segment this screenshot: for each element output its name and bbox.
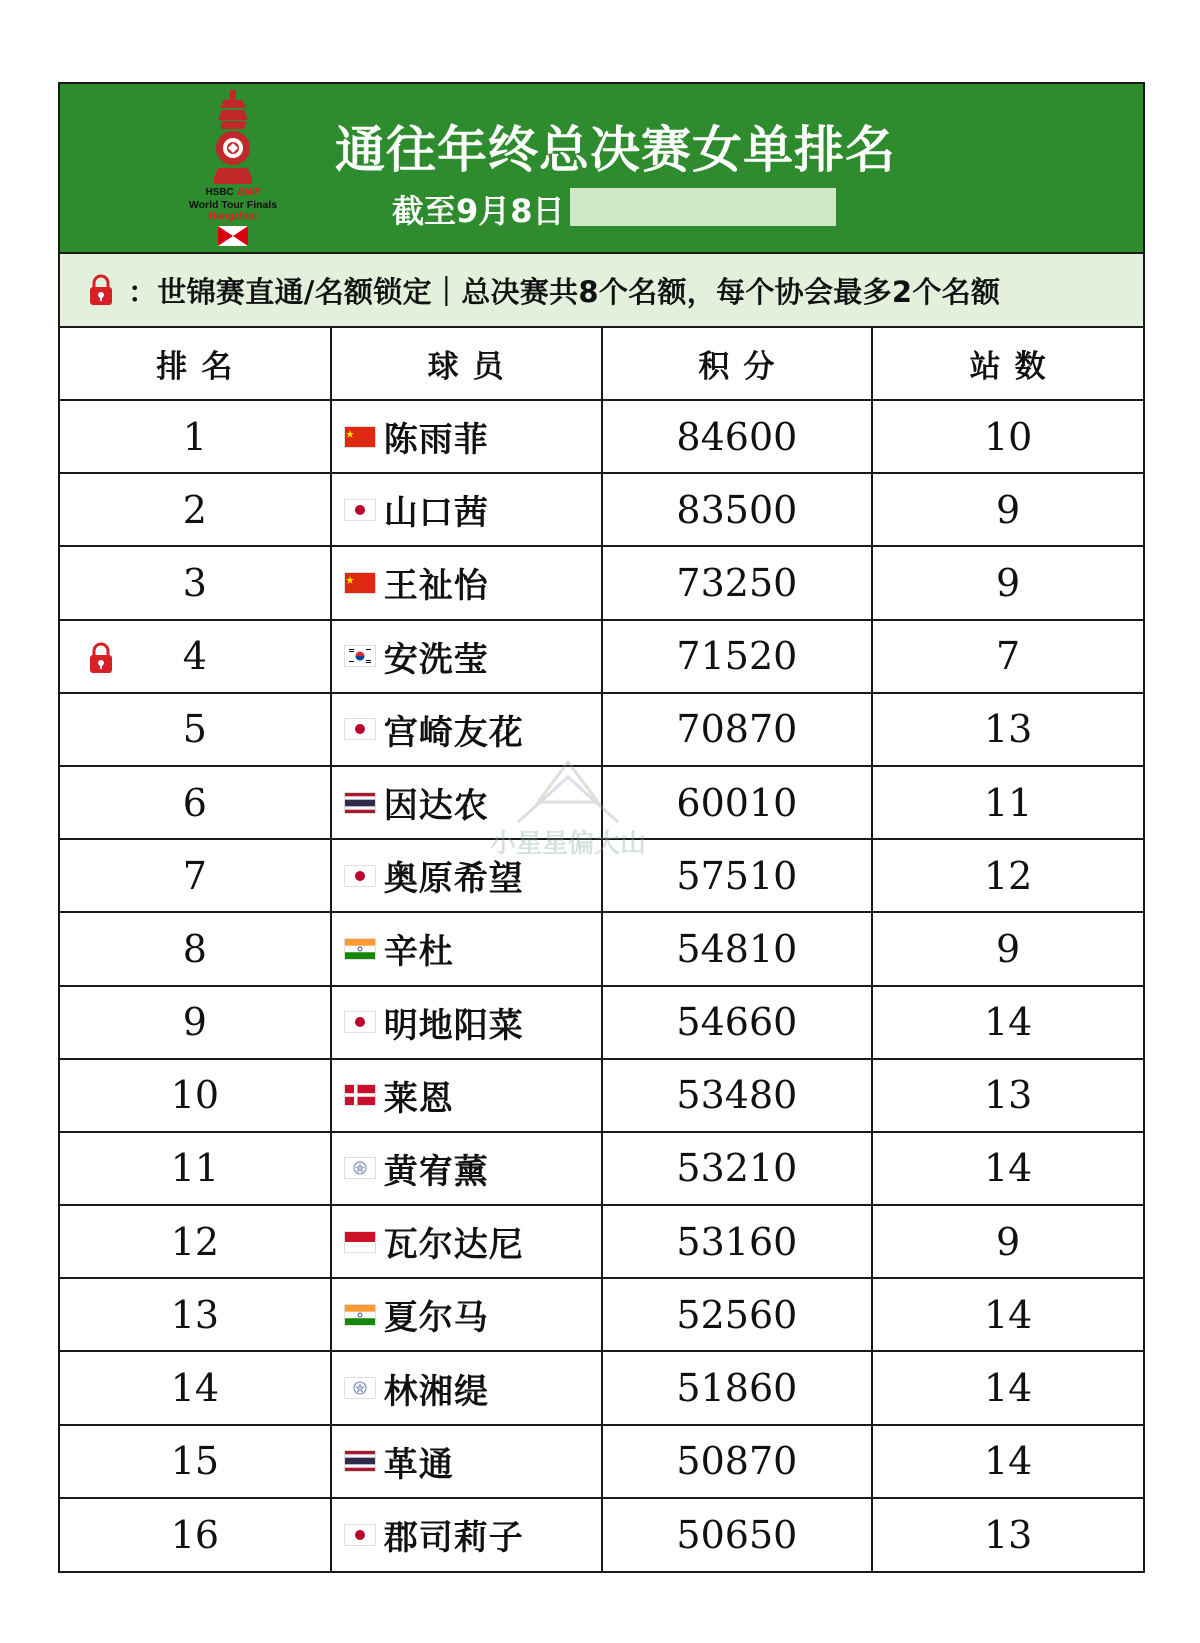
player-cell bbox=[331, 1205, 602, 1278]
player-name: 山口茜 bbox=[383, 493, 489, 534]
player-cell bbox=[331, 1132, 602, 1205]
rank-cell bbox=[60, 400, 331, 473]
table-row bbox=[60, 620, 1143, 693]
logo-line-hsbc: HSBC BWF bbox=[205, 187, 261, 198]
events-cell: 7 bbox=[872, 620, 1143, 693]
rank-value: 3 bbox=[182, 560, 207, 605]
events-cell: 9 bbox=[872, 473, 1143, 546]
rank-cell bbox=[60, 693, 331, 766]
table-header-row bbox=[60, 328, 1143, 400]
player-name: 因达农 bbox=[383, 786, 489, 827]
table-row bbox=[60, 1498, 1143, 1571]
watermark-text: 小星星偏大山 bbox=[489, 829, 647, 859]
player-cell bbox=[331, 400, 602, 473]
pagoda-logo-icon bbox=[208, 90, 258, 186]
points-cell: 70870 bbox=[602, 693, 873, 766]
points-cell: 50650 bbox=[602, 1498, 873, 1571]
rank-cell bbox=[60, 1351, 331, 1424]
player-cell bbox=[331, 1059, 602, 1132]
logo-line-event: World Tour Finals bbox=[188, 199, 278, 211]
rank-value: 6 bbox=[182, 780, 207, 825]
table-row bbox=[60, 839, 1143, 912]
points-cell: 57510 bbox=[602, 839, 873, 912]
events-cell: 14 bbox=[872, 1425, 1143, 1498]
table-row bbox=[60, 546, 1143, 619]
japan-flag-icon bbox=[344, 1524, 376, 1546]
rank-cell bbox=[60, 1205, 331, 1278]
page-title: 通往年终总决赛女单排名 bbox=[335, 121, 896, 179]
rank-value: 11 bbox=[170, 1146, 220, 1191]
rank-value: 14 bbox=[170, 1366, 220, 1411]
events-cell: 14 bbox=[872, 1132, 1143, 1205]
ranking-card bbox=[58, 82, 1145, 1573]
points-cell: 53210 bbox=[602, 1132, 873, 1205]
japan-flag-icon bbox=[344, 1011, 376, 1033]
player-cell bbox=[331, 986, 602, 1059]
denmark-flag-icon bbox=[344, 1084, 376, 1106]
rank-value: 5 bbox=[182, 707, 207, 752]
rank-value: 8 bbox=[182, 926, 207, 971]
rank-value: 7 bbox=[182, 853, 207, 898]
table-row bbox=[60, 400, 1143, 473]
table-row bbox=[60, 1351, 1143, 1424]
player-cell bbox=[331, 546, 602, 619]
table-row bbox=[60, 1205, 1143, 1278]
korea-flag-icon bbox=[344, 645, 376, 667]
japan-flag-icon bbox=[344, 718, 376, 740]
player-cell bbox=[331, 1278, 602, 1351]
rank-value: 16 bbox=[170, 1512, 220, 1557]
rank-cell bbox=[60, 1059, 331, 1132]
column-header-player: 球员 bbox=[331, 328, 602, 400]
thailand-flag-icon bbox=[344, 1450, 376, 1472]
points-cell: 54660 bbox=[602, 986, 873, 1059]
table-row bbox=[60, 1278, 1143, 1351]
rank-cell bbox=[60, 1498, 331, 1571]
player-cell bbox=[331, 766, 602, 839]
japan-flag-icon bbox=[344, 865, 376, 887]
rank-cell bbox=[60, 473, 331, 546]
points-cell: 53480 bbox=[602, 1059, 873, 1132]
rank-cell bbox=[60, 986, 331, 1059]
china-flag-icon bbox=[344, 572, 376, 594]
player-name: 革通 bbox=[383, 1444, 454, 1485]
column-header-events: 站数 bbox=[872, 328, 1143, 400]
events-cell: 14 bbox=[872, 1278, 1143, 1351]
player-name: 林湘缇 bbox=[383, 1371, 489, 1412]
header-banner bbox=[60, 84, 1143, 254]
player-name: 辛杜 bbox=[383, 932, 454, 973]
points-cell: 54810 bbox=[602, 912, 873, 985]
thailand-flag-icon bbox=[344, 792, 376, 814]
rank-value: 1 bbox=[182, 414, 207, 459]
table-row bbox=[60, 693, 1143, 766]
player-cell bbox=[331, 1425, 602, 1498]
column-header-points: 积分 bbox=[602, 328, 873, 400]
rank-value: 9 bbox=[182, 1000, 207, 1045]
chinese-taipei-flag-icon bbox=[344, 1157, 376, 1179]
player-name: 明地阳菜 bbox=[383, 1005, 524, 1046]
events-cell: 9 bbox=[872, 546, 1143, 619]
events-cell: 13 bbox=[983, 1512, 1033, 1557]
table-row bbox=[60, 1059, 1143, 1132]
rank-value: 13 bbox=[170, 1292, 220, 1337]
hsbc-hexagon-icon bbox=[218, 226, 248, 246]
table-row bbox=[60, 986, 1143, 1059]
logo-line-city: Hangzhou bbox=[208, 211, 258, 222]
events-cell: 9 bbox=[872, 1205, 1143, 1278]
column-header-rank: 排名 bbox=[60, 328, 331, 400]
player-cell bbox=[331, 1351, 602, 1424]
events-cell: 10 bbox=[872, 400, 1143, 473]
table-row bbox=[60, 766, 1143, 839]
player-name: 王祉怡 bbox=[383, 566, 489, 607]
indonesia-flag-icon bbox=[344, 1231, 376, 1253]
points-cell: 83500 bbox=[602, 473, 873, 546]
japan-flag-icon bbox=[344, 499, 376, 521]
rank-value: 15 bbox=[170, 1439, 220, 1484]
legend-text: ：世锦赛直通/名额锁定｜总决赛共8个名额，每个协会最多2个名额 bbox=[128, 274, 1001, 309]
points-cell: 84600 bbox=[602, 400, 873, 473]
events-cell: 14 bbox=[872, 986, 1143, 1059]
rank-cell bbox=[60, 620, 331, 693]
player-name: 安洗莹 bbox=[383, 639, 489, 680]
points-cell: 60010 bbox=[602, 766, 873, 839]
ranking-table bbox=[60, 328, 1143, 1571]
rank-cell bbox=[60, 766, 331, 839]
player-name: 郡司莉子 bbox=[383, 1518, 524, 1559]
points-cell: 71520 bbox=[602, 620, 873, 693]
events-cell: 13 bbox=[872, 693, 1143, 766]
rank-value: 2 bbox=[182, 487, 207, 532]
date-subtitle: 截至9月8日 bbox=[392, 192, 565, 230]
lock-icon bbox=[88, 641, 114, 675]
table-row bbox=[60, 1132, 1143, 1205]
rank-value: 12 bbox=[170, 1219, 220, 1264]
player-cell bbox=[331, 473, 602, 546]
player-cell bbox=[331, 912, 602, 985]
rank-cell bbox=[60, 912, 331, 985]
points-cell: 73250 bbox=[602, 546, 873, 619]
lock-icon bbox=[88, 273, 114, 307]
events-cell: 13 bbox=[872, 1059, 1143, 1132]
rank-value: 10 bbox=[170, 1073, 220, 1118]
player-name: 黄宥薰 bbox=[383, 1151, 489, 1192]
player-name: 夏尔马 bbox=[383, 1298, 489, 1339]
points-cell: 53160 bbox=[602, 1205, 873, 1278]
events-cell: 11 bbox=[872, 766, 1143, 839]
player-name: 陈雨菲 bbox=[383, 420, 489, 461]
legend-notice bbox=[60, 254, 1143, 328]
events-cell: 9 bbox=[872, 912, 1143, 985]
rank-value: 4 bbox=[182, 634, 207, 679]
player-name: 莱恩 bbox=[383, 1078, 454, 1119]
table-row bbox=[60, 473, 1143, 546]
player-name: 奥原希望 bbox=[383, 859, 524, 900]
player-cell bbox=[331, 693, 602, 766]
events-cell: 12 bbox=[872, 839, 1143, 912]
table-row bbox=[60, 912, 1143, 985]
table-row bbox=[60, 1425, 1143, 1498]
china-flag-icon bbox=[344, 426, 376, 448]
points-cell: 50870 bbox=[602, 1425, 873, 1498]
player-name: 瓦尔达尼 bbox=[383, 1225, 524, 1266]
player-cell bbox=[331, 620, 602, 693]
points-cell: 51860 bbox=[602, 1351, 873, 1424]
player-cell bbox=[331, 839, 602, 912]
rank-cell bbox=[60, 1132, 331, 1205]
redacted-block bbox=[570, 188, 836, 226]
player-name: 宫崎友花 bbox=[383, 712, 524, 753]
chinese-taipei-flag-icon bbox=[344, 1377, 376, 1399]
player-cell bbox=[331, 1498, 602, 1571]
india-flag-icon bbox=[344, 938, 376, 960]
points-cell: 52560 bbox=[602, 1278, 873, 1351]
events-cell: 14 bbox=[872, 1351, 1143, 1424]
rank-cell bbox=[60, 1278, 331, 1351]
rank-cell bbox=[60, 1425, 331, 1498]
rank-cell bbox=[60, 546, 331, 619]
event-logo bbox=[178, 90, 288, 248]
india-flag-icon bbox=[344, 1304, 376, 1326]
rank-cell bbox=[60, 839, 331, 912]
